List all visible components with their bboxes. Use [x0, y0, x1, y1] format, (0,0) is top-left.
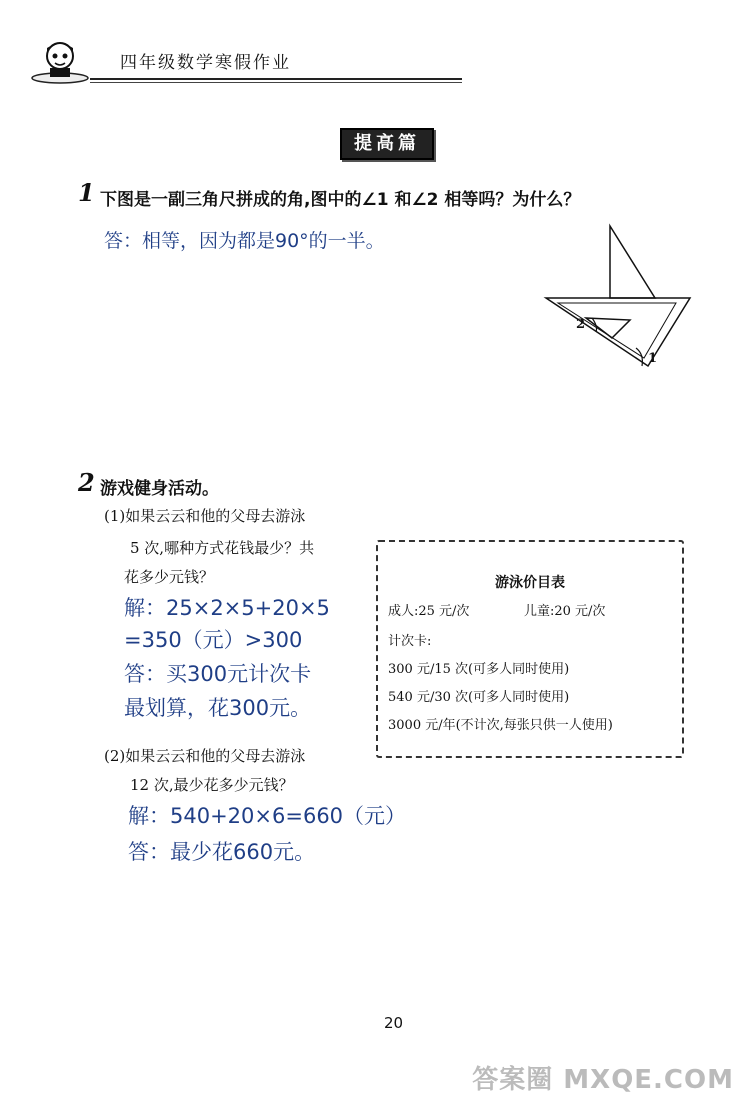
swim-price-table — [376, 540, 684, 758]
q2-sub1-line3: 花多少元钱？ — [124, 568, 215, 586]
question-2-number: 2 — [78, 468, 95, 497]
price-option-1: 300 元/15 次(可多人同时使用) — [388, 662, 570, 677]
page-number: 20 — [384, 1014, 404, 1032]
mascot-icon — [30, 38, 90, 84]
header-divider-thin — [90, 82, 462, 83]
section-badge: 提高篇 — [340, 128, 434, 160]
question-1-number: 1 — [78, 178, 95, 207]
q2-sub2-answer: 答：最少花660元。 — [128, 840, 316, 864]
question-1-prompt: 下图是一副三角尺拼成的角,图中的∠1 和∠2 相等吗？为什么？ — [100, 190, 581, 210]
question-2-title: 游戏健身活动。 — [100, 479, 219, 499]
q2-sub1-answer-1: 答：买300元计次卡 — [124, 662, 312, 686]
angle-2-label: 2 — [576, 317, 586, 332]
q2-sub1-line2: 5 次,哪种方式花钱最少？共 — [130, 539, 315, 557]
price-option-3: 3000 元/年(不计次,每张只供一人使用) — [388, 718, 613, 733]
angle-1-label: 1 — [648, 351, 658, 366]
q2-sub1-line1: (1)如果云云和他的父母去游泳 — [104, 507, 306, 525]
header-divider — [90, 78, 462, 80]
triangle-ruler-figure — [540, 220, 700, 370]
q2-sub2-solution: 解：540+20×6=660（元） — [128, 804, 407, 828]
q2-sub1-answer-2: 最划算，花300元。 — [124, 696, 312, 720]
watermark: 答案圈 MXQE.COM — [472, 1065, 734, 1095]
q2-sub1-solution-1: 解：25×2×5+20×5 — [124, 596, 330, 620]
price-adult: 成人:25 元/次 — [388, 604, 470, 619]
q2-sub1-solution-2: =350（元）>300 — [124, 628, 303, 652]
q2-sub2-line2: 12 次,最少花多少元钱？ — [130, 776, 294, 794]
price-option-2: 540 元/30 次(可多人同时使用) — [388, 690, 570, 705]
price-table-title: 游泳价目表 — [495, 575, 565, 591]
price-child: 儿童:20 元/次 — [524, 604, 606, 619]
price-card-label: 计次卡: — [388, 634, 432, 649]
question-1-answer: 答：相等，因为都是90°的一半。 — [104, 230, 385, 252]
q2-sub2-line1: (2)如果云云和他的父母去游泳 — [104, 747, 306, 765]
header-title: 四年级数学寒假作业 — [120, 53, 291, 73]
